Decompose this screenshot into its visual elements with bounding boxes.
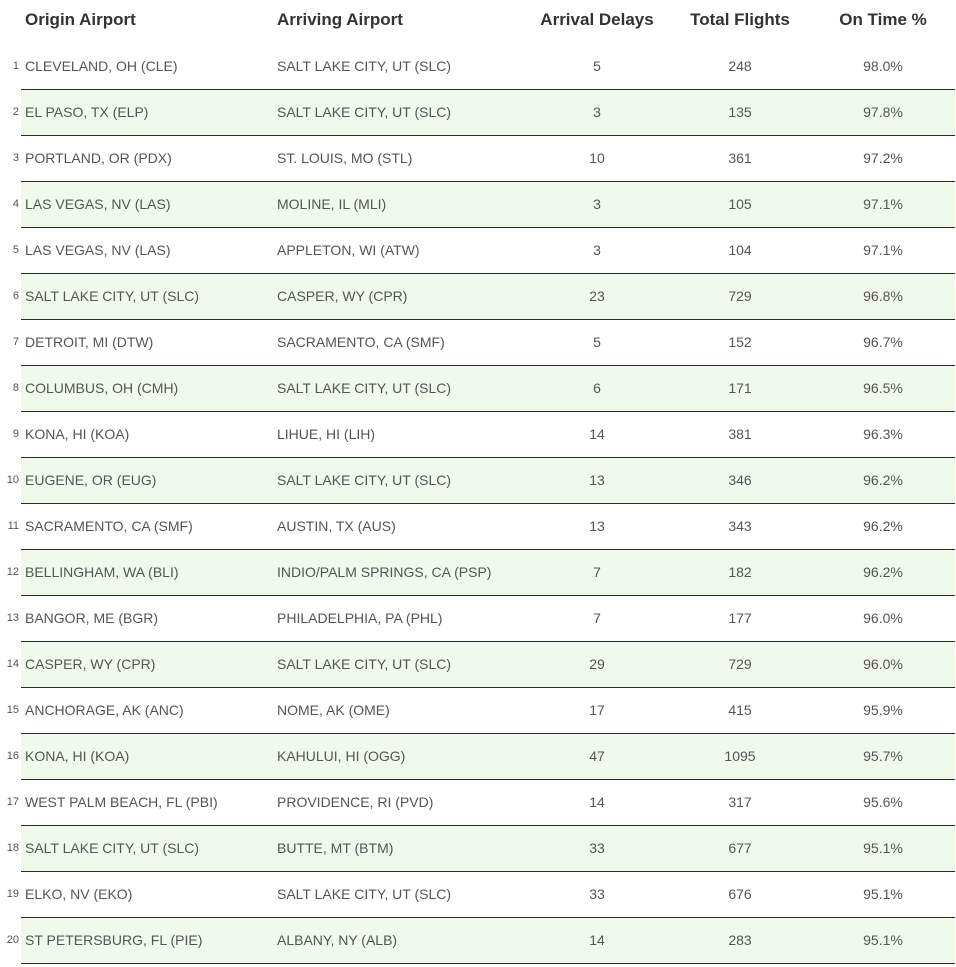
origin-cell: SACRAMENTO, CA (SMF) — [25, 518, 193, 534]
origin-cell: COLUMBUS, OH (CMH) — [25, 380, 179, 396]
ontime-cell: 97.1% — [863, 196, 903, 212]
table-row — [6, 458, 955, 504]
flights-cell: 171 — [728, 380, 752, 396]
origin-cell: ELKO, NV (EKO) — [25, 886, 133, 902]
flights-cell: 105 — [728, 196, 752, 212]
ontime-cell: 97.2% — [863, 150, 903, 166]
table-row — [6, 872, 955, 918]
table-row — [12, 366, 955, 412]
arriving-cell: AUSTIN, TX (AUS) — [277, 518, 396, 534]
arriving-cell: SALT LAKE CITY, UT (SLC) — [277, 380, 452, 396]
arriving-cell: SALT LAKE CITY, UT (SLC) — [277, 656, 452, 672]
flights-cell: 104 — [728, 242, 752, 258]
ontime-cell: 95.6% — [863, 794, 903, 810]
row-number: 7 — [12, 336, 19, 348]
row-number: 1 — [12, 60, 19, 72]
flights-cell: 346 — [728, 472, 752, 488]
delays-cell: 3 — [593, 104, 601, 120]
origin-cell: EL PASO, TX (ELP) — [25, 104, 149, 120]
arriving-cell: NOME, AK (OME) — [277, 702, 390, 718]
delays-cell: 33 — [589, 886, 605, 902]
origin-cell: BANGOR, ME (BGR) — [25, 610, 159, 626]
table-row — [6, 550, 955, 596]
delays-cell: 7 — [593, 564, 601, 580]
flights-cell: 248 — [728, 58, 752, 74]
delays-cell: 23 — [589, 288, 605, 304]
table-row — [6, 642, 955, 688]
flights-cell: 361 — [728, 150, 752, 166]
flights-cell: 729 — [728, 656, 752, 672]
ontime-cell: 96.2% — [863, 472, 903, 488]
origin-cell: DETROIT, MI (DTW) — [25, 334, 154, 350]
delays-cell: 3 — [593, 242, 601, 258]
header-arrival-delays[interactable]: Arrival Delays — [540, 10, 654, 29]
ontime-cell: 96.8% — [863, 288, 903, 304]
table-row — [12, 182, 955, 228]
arriving-cell: PHILADELPHIA, PA (PHL) — [277, 610, 443, 626]
delays-cell: 47 — [589, 748, 605, 764]
table-row — [6, 918, 955, 964]
table-row — [6, 780, 955, 826]
row-number: 11 — [7, 520, 19, 532]
flights-cell: 677 — [728, 840, 752, 856]
arriving-cell: PROVIDENCE, RI (PVD) — [277, 794, 434, 810]
row-number: 14 — [6, 658, 19, 670]
header-origin-airport[interactable]: Origin Airport — [25, 10, 136, 29]
flights-cell: 729 — [728, 288, 752, 304]
table-row — [12, 274, 955, 320]
origin-cell: KONA, HI (KOA) — [25, 426, 130, 442]
origin-cell: LAS VEGAS, NV (LAS) — [25, 196, 171, 212]
row-number: 4 — [12, 198, 19, 210]
flights-cell: 283 — [728, 932, 752, 948]
delays-cell: 5 — [593, 334, 601, 350]
origin-cell: BELLINGHAM, WA (BLI) — [25, 564, 179, 580]
table-row — [12, 136, 955, 182]
origin-cell: KONA, HI (KOA) — [25, 748, 130, 764]
origin-cell: EUGENE, OR (EUG) — [25, 472, 157, 488]
row-number: 20 — [6, 934, 19, 946]
ontime-cell: 96.2% — [863, 518, 903, 534]
delays-cell: 5 — [593, 58, 601, 74]
table-row — [6, 596, 955, 642]
flights-cell: 381 — [728, 426, 752, 442]
row-number: 12 — [6, 566, 19, 578]
delays-cell: 29 — [589, 656, 605, 672]
ontime-cell: 96.7% — [863, 334, 903, 350]
table-row — [6, 734, 955, 780]
flights-cell: 135 — [728, 104, 752, 120]
flights-cell: 152 — [728, 334, 752, 350]
ontime-cell: 98.0% — [863, 58, 903, 74]
row-number: 2 — [12, 106, 19, 118]
arriving-cell: APPLETON, WI (ATW) — [277, 242, 420, 258]
table-row — [12, 228, 955, 274]
ontime-cell: 97.1% — [863, 242, 903, 258]
delays-cell: 14 — [589, 426, 605, 442]
row-number: 3 — [12, 152, 19, 164]
flights-cell: 182 — [728, 564, 752, 580]
table-row — [12, 44, 955, 90]
row-number: 18 — [6, 842, 19, 854]
arriving-cell: ALBANY, NY (ALB) — [277, 932, 398, 948]
delays-cell: 10 — [589, 150, 605, 166]
delays-cell: 33 — [589, 840, 605, 856]
delays-cell: 7 — [593, 610, 601, 626]
arriving-cell: SALT LAKE CITY, UT (SLC) — [277, 104, 452, 120]
row-number: 10 — [6, 474, 19, 486]
flights-cell: 415 — [728, 702, 752, 718]
ontime-cell: 96.0% — [863, 656, 903, 672]
header-arriving-airport[interactable]: Arriving Airport — [277, 10, 403, 29]
ontime-cell: 96.0% — [863, 610, 903, 626]
origin-cell: ST PETERSBURG, FL (PIE) — [25, 932, 203, 948]
row-number: 15 — [6, 704, 19, 716]
arriving-cell: ST. LOUIS, MO (STL) — [277, 150, 413, 166]
origin-cell: CASPER, WY (CPR) — [25, 656, 156, 672]
table-row — [6, 688, 955, 734]
delays-cell: 6 — [593, 380, 601, 396]
ontime-cell: 96.2% — [863, 564, 903, 580]
row-number: 6 — [12, 290, 19, 302]
arriving-cell: CASPER, WY (CPR) — [277, 288, 408, 304]
arriving-cell: INDIO/PALM SPRINGS, CA (PSP) — [277, 564, 492, 580]
flights-cell: 343 — [728, 518, 752, 534]
ontime-cell: 95.1% — [863, 840, 903, 856]
delays-cell: 13 — [589, 472, 605, 488]
origin-cell: SALT LAKE CITY, UT (SLC) — [25, 840, 200, 856]
row-number: 19 — [6, 888, 19, 900]
header-total-flights[interactable]: Total Flights — [690, 10, 790, 29]
origin-cell: ANCHORAGE, AK (ANC) — [25, 702, 184, 718]
row-number: 13 — [6, 612, 19, 624]
flights-cell: 317 — [728, 794, 752, 810]
arriving-cell: BUTTE, MT (BTM) — [277, 840, 394, 856]
table-body — [0, 44, 956, 964]
arriving-cell: SALT LAKE CITY, UT (SLC) — [277, 886, 452, 902]
table-row — [7, 504, 955, 550]
ontime-cell: 96.3% — [863, 426, 903, 442]
origin-cell: CLEVELAND, OH (CLE) — [25, 58, 178, 74]
table-row — [12, 320, 955, 366]
header-on-time-percent[interactable]: On Time % — [839, 10, 927, 29]
ontime-cell: 95.7% — [863, 748, 903, 764]
row-number: 17 — [6, 796, 19, 808]
arriving-cell: SALT LAKE CITY, UT (SLC) — [277, 58, 452, 74]
origin-cell: PORTLAND, OR (PDX) — [25, 150, 172, 166]
row-number: 16 — [6, 750, 19, 762]
arriving-cell: LIHUE, HI (LIH) — [277, 426, 376, 442]
table-row — [12, 412, 955, 458]
ontime-cell: 95.9% — [863, 702, 903, 718]
arriving-cell: SACRAMENTO, CA (SMF) — [277, 334, 445, 350]
delays-cell: 3 — [593, 196, 601, 212]
origin-cell: WEST PALM BEACH, FL (PBI) — [25, 794, 218, 810]
delays-cell: 17 — [589, 702, 605, 718]
table-row — [6, 826, 955, 872]
flights-cell: 177 — [728, 610, 752, 626]
origin-cell: LAS VEGAS, NV (LAS) — [25, 242, 171, 258]
row-number: 8 — [12, 382, 19, 394]
delays-cell: 14 — [589, 932, 605, 948]
ontime-cell: 96.5% — [863, 380, 903, 396]
flights-cell: 1095 — [724, 748, 756, 764]
ontime-cell: 95.1% — [863, 886, 903, 902]
delays-cell: 14 — [589, 794, 605, 810]
delays-cell: 13 — [589, 518, 605, 534]
origin-cell: SALT LAKE CITY, UT (SLC) — [25, 288, 200, 304]
flights-cell: 676 — [728, 886, 752, 902]
table-row — [12, 90, 955, 136]
table-header — [0, 0, 956, 44]
row-number: 9 — [12, 428, 19, 440]
ontime-cell: 95.1% — [863, 932, 903, 948]
row-number: 5 — [12, 244, 19, 256]
arriving-cell: MOLINE, IL (MLI) — [277, 196, 387, 212]
arriving-cell: KAHULUI, HI (OGG) — [277, 748, 406, 764]
ontime-cell: 97.8% — [863, 104, 903, 120]
arriving-cell: SALT LAKE CITY, UT (SLC) — [277, 472, 452, 488]
